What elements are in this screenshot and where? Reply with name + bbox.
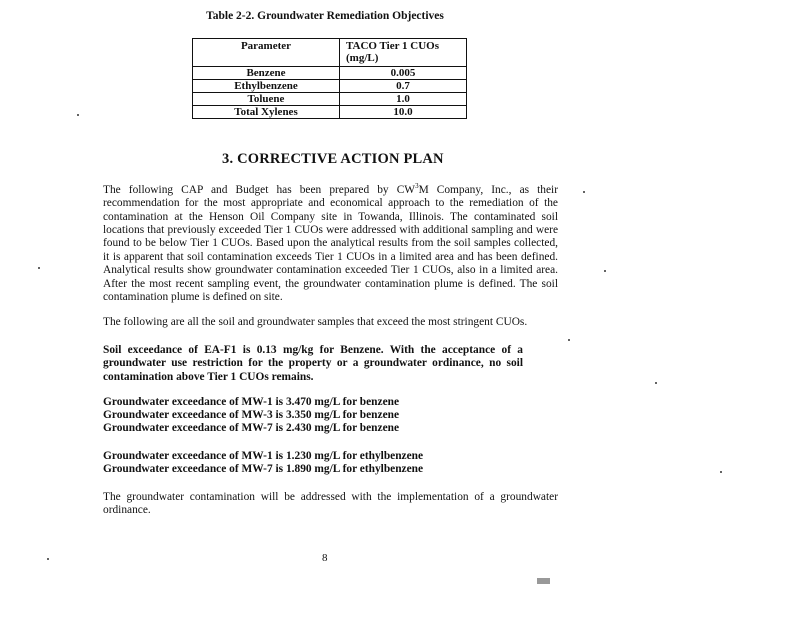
scan-speck — [604, 270, 606, 272]
table-row — [193, 106, 467, 119]
intro-text-b: M Company, Inc., as their recommendation for the most appropriate and economical approach to the remediation of the contamination at the Henson Oil Company site in Towanda, Illinois. The contaminated soil locations that previously exceeded Tier 1 CUOs were addressed with additional sampling and were found to be below Tier 1 CUOs. Based upon the analytical results from the soil samples collected, it is apparent that soil contamination exceeds Tier 1 CUOs in a limited area and has been defined. Analytical results show groundwater contamination exceeded Tier 1 CUOs, also in a limited area. After the most recent sampling event, the groundwater contamination plume is defined. The soil contamination plume is defined on site. — [103, 183, 559, 304]
table-row — [193, 67, 467, 80]
benzene-exceedance-line: Groundwater exceedance of MW-7 is 2.430 mg/L for benzene — [103, 422, 400, 434]
section-title: 3. CORRECTIVE ACTION PLAN — [222, 151, 444, 167]
table-row — [193, 93, 467, 106]
row-value: 1.0 — [340, 93, 467, 106]
table-row — [193, 80, 467, 93]
scan-speck — [720, 471, 722, 473]
samples-intro-paragraph: The following are all the soil and groundwater samples that exceed the most stringent CUOs. — [103, 316, 528, 328]
scan-speck — [77, 114, 79, 116]
scan-speck — [568, 339, 570, 341]
intro-superscript: 3 — [415, 182, 419, 190]
intro-text-a: The following CAP and Budget has been prepared by CW — [103, 183, 416, 196]
header-parameter: Parameter — [193, 39, 340, 67]
page-number: 8 — [322, 552, 328, 564]
row-value: 0.7 — [340, 80, 467, 93]
table-caption: Table 2-2. Groundwater Remediation Objectives — [206, 10, 444, 22]
ethylbenzene-exceedance-line: Groundwater exceedance of MW-1 is 1.230 mg/L for ethylbenzene — [103, 450, 424, 462]
soil-exceedance-paragraph: Soil exceedance of EA-F1 is 0.13 mg/kg for Benzene. With the acceptance of a groundwater use restriction for the property or a groundwater ordinance, no soil contamination above Tier 1 CUOs remains. — [103, 344, 523, 383]
row-parameter: Benzene — [193, 67, 340, 80]
header-cuo: TACO Tier 1 CUOs (mg/L) — [340, 39, 467, 67]
row-parameter: Ethylbenzene — [193, 80, 340, 93]
benzene-exceedance-line: Groundwater exceedance of MW-1 is 3.470 mg/L for benzene — [103, 396, 400, 408]
scan-speck — [47, 558, 49, 560]
scan-stamp-mark — [537, 578, 550, 584]
remediation-objectives-table — [192, 38, 467, 119]
groundwater-ordinance-paragraph: The groundwater contamination will be addressed with the implementation of a groundwater ordinance. — [103, 491, 558, 517]
row-value: 10.0 — [340, 106, 467, 119]
scan-speck — [583, 191, 585, 193]
cap-intro-paragraph — [103, 180, 558, 304]
row-parameter: Total Xylenes — [193, 106, 340, 119]
table-header-row — [193, 39, 467, 67]
ethylbenzene-exceedance-line: Groundwater exceedance of MW-7 is 1.890 mg/L for ethylbenzene — [103, 463, 424, 475]
scan-speck — [655, 382, 657, 384]
scan-speck — [38, 267, 40, 269]
row-parameter: Toluene — [193, 93, 340, 106]
row-value: 0.005 — [340, 67, 467, 80]
benzene-exceedance-line: Groundwater exceedance of MW-3 is 3.350 mg/L for benzene — [103, 409, 400, 421]
